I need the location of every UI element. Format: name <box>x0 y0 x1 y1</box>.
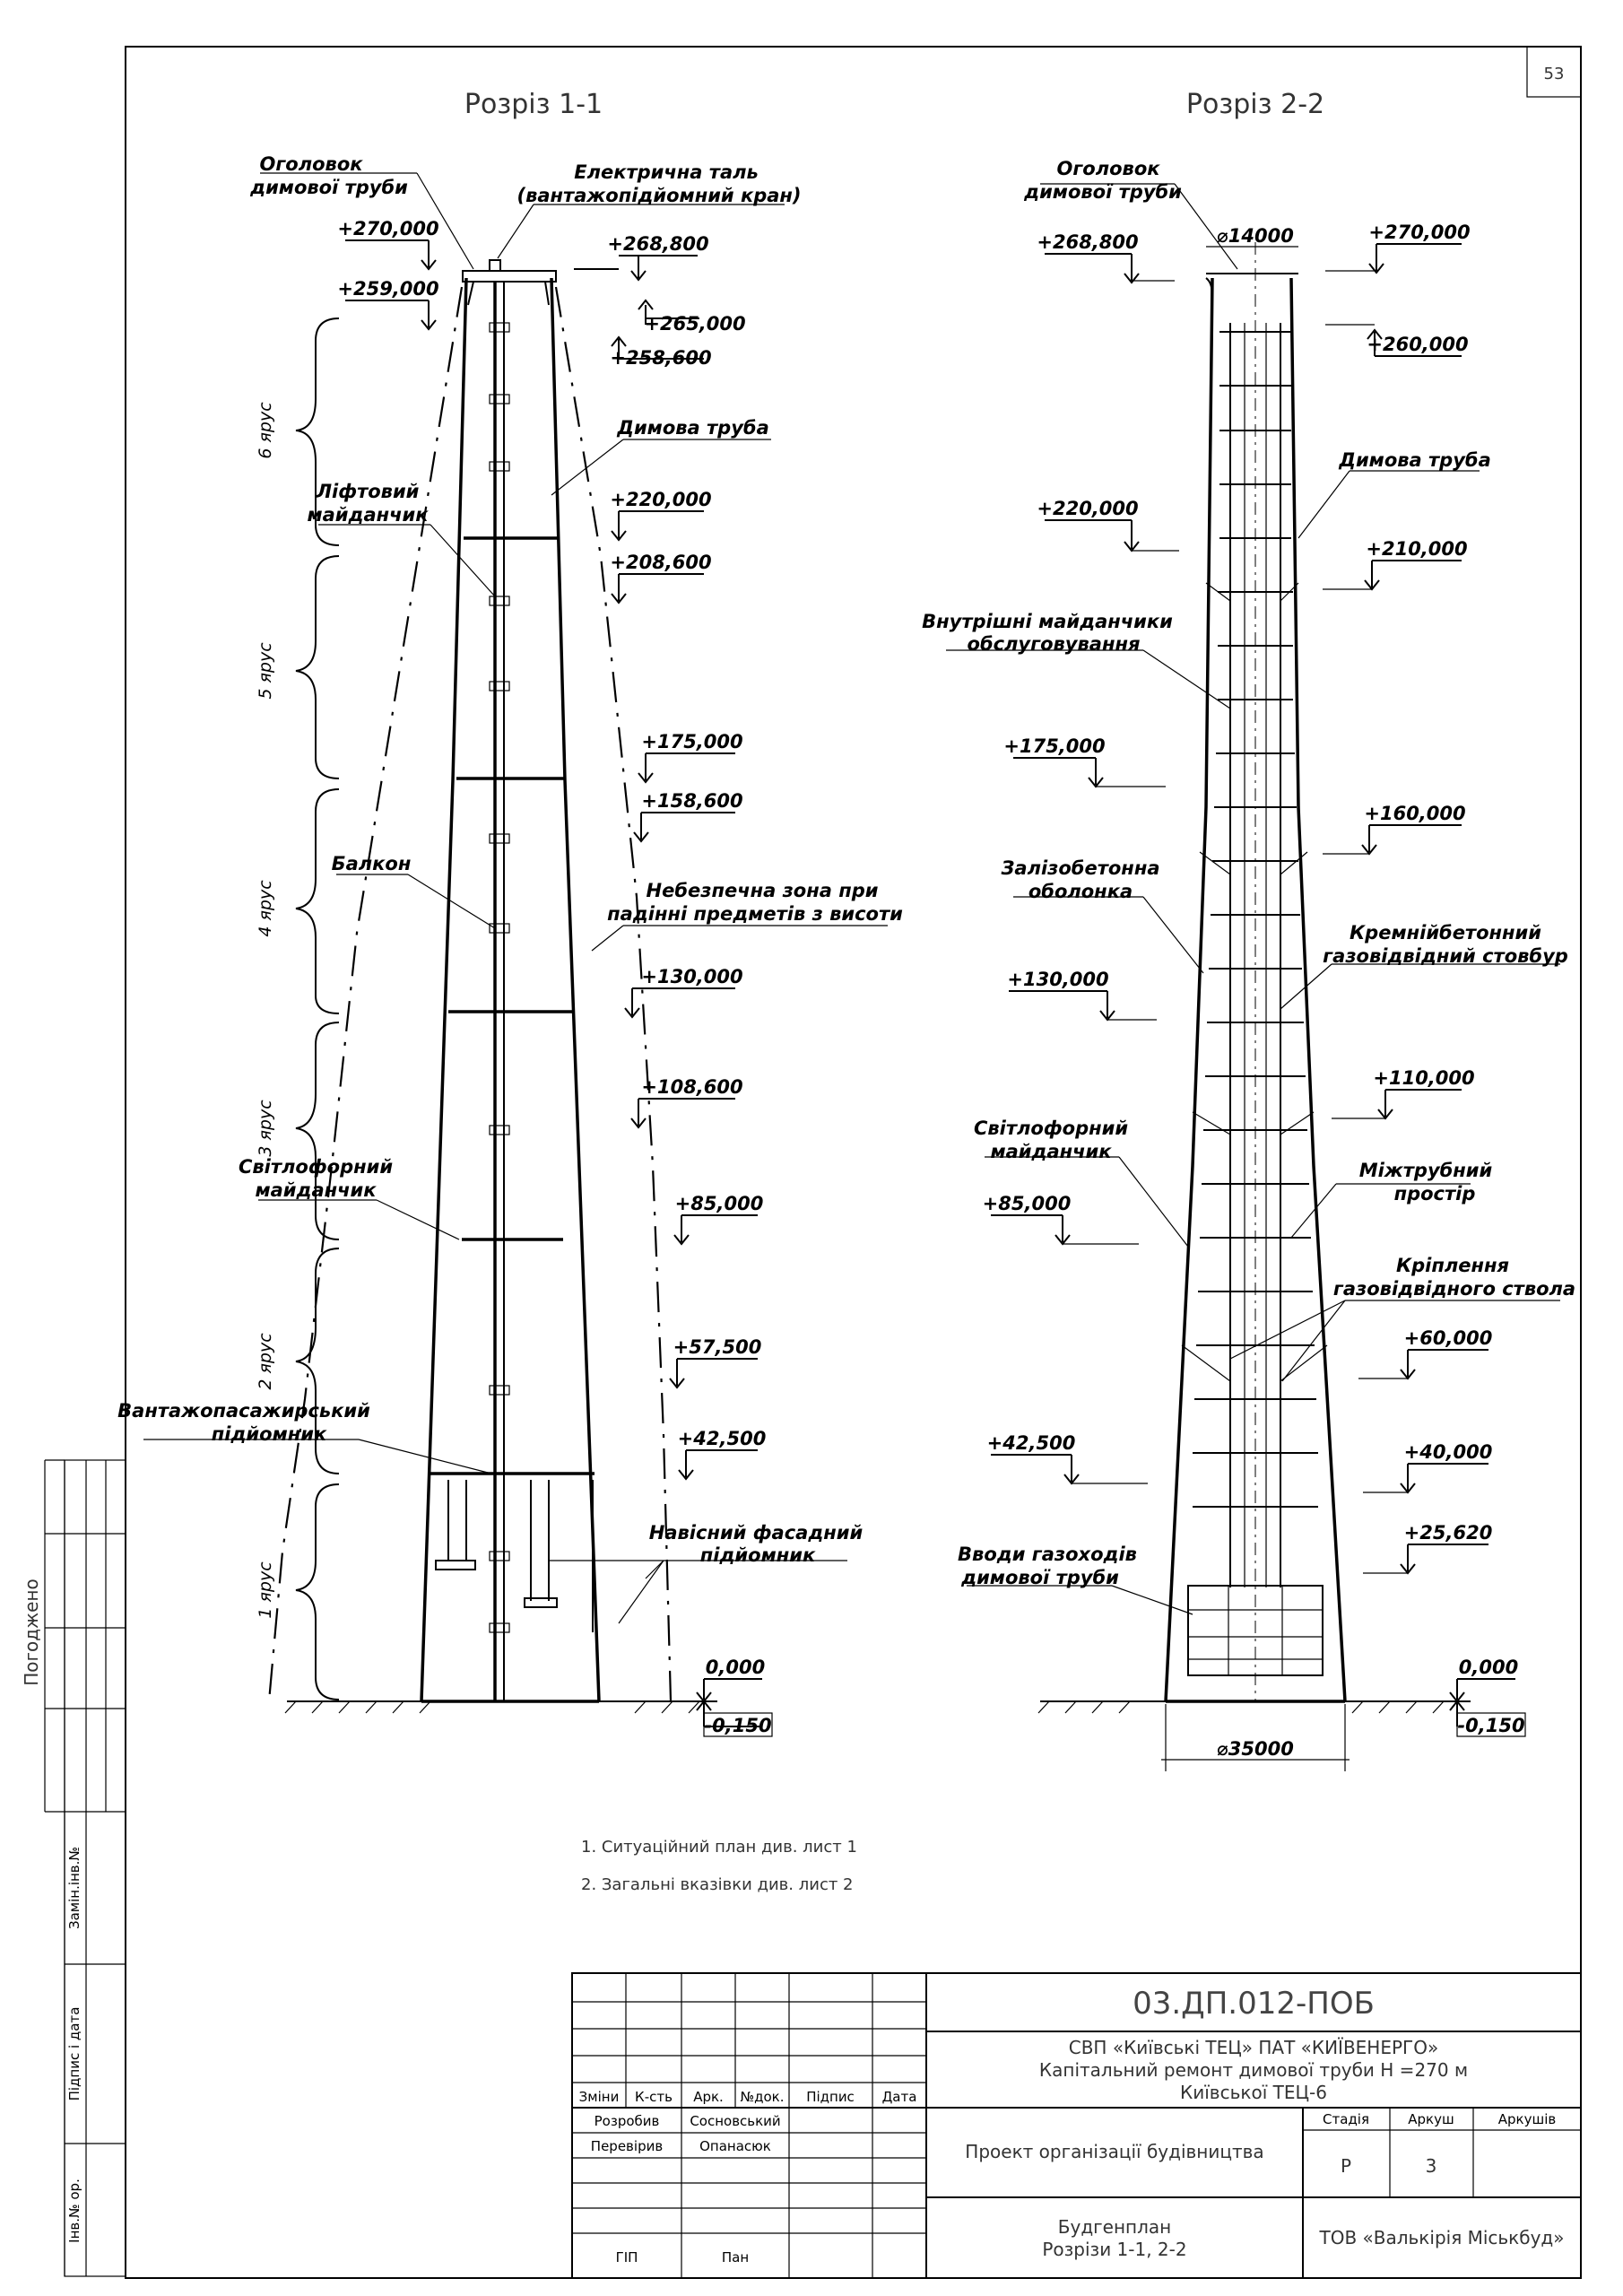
elev-1-220: +220,000 <box>610 489 712 510</box>
label-2-shell-1: Залізобетонна <box>1001 857 1160 879</box>
doc-code: 03.ДП.012-ПОБ <box>1133 1986 1375 2022</box>
chimney-head <box>463 271 556 282</box>
elev-2-130: +130,000 <box>1007 969 1109 990</box>
sheet-number: 53 <box>1543 65 1565 83</box>
stage-header: Стадія <box>1323 2111 1369 2127</box>
elev-2-minus-0-15: -0,150 <box>1457 1715 1525 1736</box>
stage-value: Р <box>1340 2155 1352 2177</box>
tier-brackets <box>296 318 339 1700</box>
elev-1-85: +85,000 <box>674 1193 764 1214</box>
label-2-silicon-1: Кремнійбетонний <box>1350 922 1541 944</box>
sign-date-label: Підпис і дата <box>66 2006 82 2101</box>
elev-2-110: +110,000 <box>1373 1067 1475 1089</box>
elev-2-42-5: +42,500 <box>986 1432 1076 1454</box>
elev-1-minus-0-15: -0,150 <box>704 1715 772 1736</box>
elev-2-0: 0,000 <box>1458 1657 1519 1678</box>
title-block <box>572 1973 1581 2278</box>
elev-2-175: +175,000 <box>1003 735 1106 757</box>
role-gip: ГІП <box>615 2249 638 2266</box>
label-2-inlets-2: димової труби <box>961 1567 1119 1588</box>
sheet-header: Аркуш <box>1408 2111 1454 2127</box>
label-2-inter-1: Міжтрубний <box>1358 1160 1493 1181</box>
label-1-facade-1: Навісний фасадний <box>648 1522 864 1544</box>
label-1-signal-2: майданчик <box>255 1179 377 1201</box>
tier-2: 2 ярус <box>256 1333 275 1390</box>
label-2-chimney: Димова труба <box>1339 449 1491 471</box>
label-1-facade-2: підйомник <box>699 1544 816 1566</box>
tier-1: 1 ярус <box>256 1561 275 1619</box>
elev-2-268-8: +268,800 <box>1037 231 1139 253</box>
note-1: 1. Ситуаційний план див. лист 1 <box>581 1838 857 1857</box>
elev-1-268-8: +268,800 <box>607 233 709 255</box>
label-2-fix-2: газовідвідного ствола <box>1332 1278 1576 1300</box>
tier-5: 5 ярус <box>256 642 275 700</box>
sheets-header: Аркушів <box>1497 2111 1557 2127</box>
label-2-inner-1: Внутрішні майданчики <box>922 611 1173 632</box>
rc-shell-right <box>1291 278 1345 1701</box>
platforms <box>429 538 595 1474</box>
tier-3: 3 ярус <box>256 1100 275 1157</box>
elev-1-57-5: +57,500 <box>673 1336 762 1358</box>
label-2-inlets-1: Вводи газоходів <box>958 1544 1137 1565</box>
elev-1-208-6: +208,600 <box>610 552 712 573</box>
elev-2-260: +260,000 <box>1367 334 1469 355</box>
elev-2-25-62: +25,620 <box>1403 1522 1493 1544</box>
chimney-left-wall <box>421 278 466 1701</box>
elev-1-0: 0,000 <box>705 1657 766 1678</box>
company-name: ТОВ «Валькірія Міськбуд» <box>1319 2227 1565 2248</box>
label-1-danger-2: падінні предметів з висоти <box>607 903 903 925</box>
replace-inv-label: Замін.інв.№ <box>66 1846 82 1930</box>
org-line-2: Капітальний ремонт димової труби Н =270 м <box>1038 2059 1469 2081</box>
label-1-head-1: Оголовок <box>259 153 363 175</box>
elev-1-175: +175,000 <box>641 731 743 752</box>
elev-2-85: +85,000 <box>982 1193 1072 1214</box>
elevation-leaders-1 <box>345 240 772 1736</box>
label-1-lift-2: майданчик <box>307 504 429 526</box>
col-qty: К-сть <box>635 2089 673 2105</box>
label-1-balcony: Балкон <box>331 853 412 874</box>
inv-orig-label: Інв.№ ор. <box>66 2179 82 2243</box>
top-diameter: ⌀14000 <box>1217 225 1294 247</box>
label-1-hoist-1: Електрична таль <box>574 161 759 183</box>
label-2-fix-1: Кріплення <box>1395 1255 1510 1276</box>
label-2-inner-2: обслуговування <box>967 633 1141 655</box>
lift-mast-ties <box>490 323 509 1632</box>
label-2-head-1: Оголовок <box>1056 158 1160 179</box>
label-2-silicon-2: газовідвідний стовбур <box>1323 945 1568 967</box>
ground-hatch-2 <box>1038 1701 1444 1713</box>
label-2-inter-2: простір <box>1393 1183 1476 1205</box>
col-doc: №док. <box>740 2089 785 2105</box>
rc-shell-left <box>1166 278 1212 1701</box>
name-developed: Сосновський <box>690 2113 781 2129</box>
elev-2-60: +60,000 <box>1403 1327 1493 1349</box>
elev-1-158-6: +158,600 <box>641 790 743 812</box>
bottom-diameter: ⌀35000 <box>1217 1738 1294 1760</box>
org-line-3: Київської ТЕЦ-6 <box>1180 2082 1327 2103</box>
col-date: Дата <box>881 2089 917 2105</box>
name-checked: Опанасюк <box>699 2138 771 2154</box>
label-1-danger-1: Небезпечна зона при <box>646 880 879 901</box>
ground-hatch <box>285 1701 699 1713</box>
role-developed: Розробив <box>594 2113 660 2129</box>
note-2: 2. Загальні вказівки див. лист 2 <box>581 1875 854 1894</box>
section-2-title: Розріз 2-2 <box>1185 89 1325 120</box>
elev-1-270: +270,000 <box>337 218 439 239</box>
role-checked: Перевірив <box>590 2138 664 2154</box>
label-1-head-2: димової труби <box>250 177 408 198</box>
facade-hoists <box>436 1480 593 1632</box>
label-2-signal-2: майданчик <box>990 1141 1112 1162</box>
elev-1-258-6: +258,600 <box>610 347 712 369</box>
elev-1-265: +265,000 <box>644 313 746 335</box>
sheet-title-2: Розрізи 1-1, 2-2 <box>1042 2239 1187 2260</box>
col-sheet: Арк. <box>693 2089 724 2105</box>
sheet-value: 3 <box>1425 2155 1437 2177</box>
label-1-hoist-2: (вантажопідйомний кран) <box>516 185 802 206</box>
side-stamp <box>21 1460 126 2276</box>
section-1-title: Розріз 1-1 <box>464 89 603 120</box>
label-1-chimney: Димова труба <box>617 417 769 439</box>
label-2-shell-2: оболонка <box>1028 881 1133 902</box>
org-line-1: СВП «Київські ТЕЦ» ПАТ «КИЇВЕНЕРГО» <box>1068 2037 1439 2058</box>
tier-6: 6 ярус <box>256 402 275 459</box>
label-1-cargo-2: підйомник <box>211 1423 327 1445</box>
elev-2-220: +220,000 <box>1037 498 1139 519</box>
elev-1-130: +130,000 <box>641 966 743 987</box>
elev-2-270: +270,000 <box>1368 222 1471 243</box>
elev-2-40: +40,000 <box>1403 1441 1493 1463</box>
elev-1-108-6: +108,600 <box>641 1076 743 1098</box>
label-1-cargo-1: Вантажопасажирський <box>117 1400 370 1422</box>
section-1-1 <box>117 89 903 1736</box>
elev-1-42-5: +42,500 <box>677 1428 767 1449</box>
agreed-label: Погоджено <box>21 1578 42 1686</box>
elev-2-160: +160,000 <box>1364 803 1466 824</box>
sheet-title-1: Будгенплан <box>1057 2216 1172 2238</box>
col-changes: Зміни <box>578 2089 620 2105</box>
tier-4: 4 ярус <box>256 880 275 937</box>
label-2-head-2: димової труби <box>1024 181 1182 203</box>
project-name: Проект організації будівництва <box>965 2141 1264 2162</box>
hoist-icon <box>490 260 500 271</box>
section-2-2 <box>922 89 1575 1771</box>
label-2-signal-1: Світлофорний <box>973 1118 1129 1139</box>
label-1-signal-1: Світлофорний <box>238 1156 394 1178</box>
elev-2-210: +210,000 <box>1366 538 1468 560</box>
label-1-lift-1: Ліфтовий <box>316 481 420 502</box>
name-gip: Пан <box>721 2249 750 2266</box>
col-sign: Підпис <box>806 2089 855 2105</box>
elev-1-259: +259,000 <box>337 278 439 300</box>
